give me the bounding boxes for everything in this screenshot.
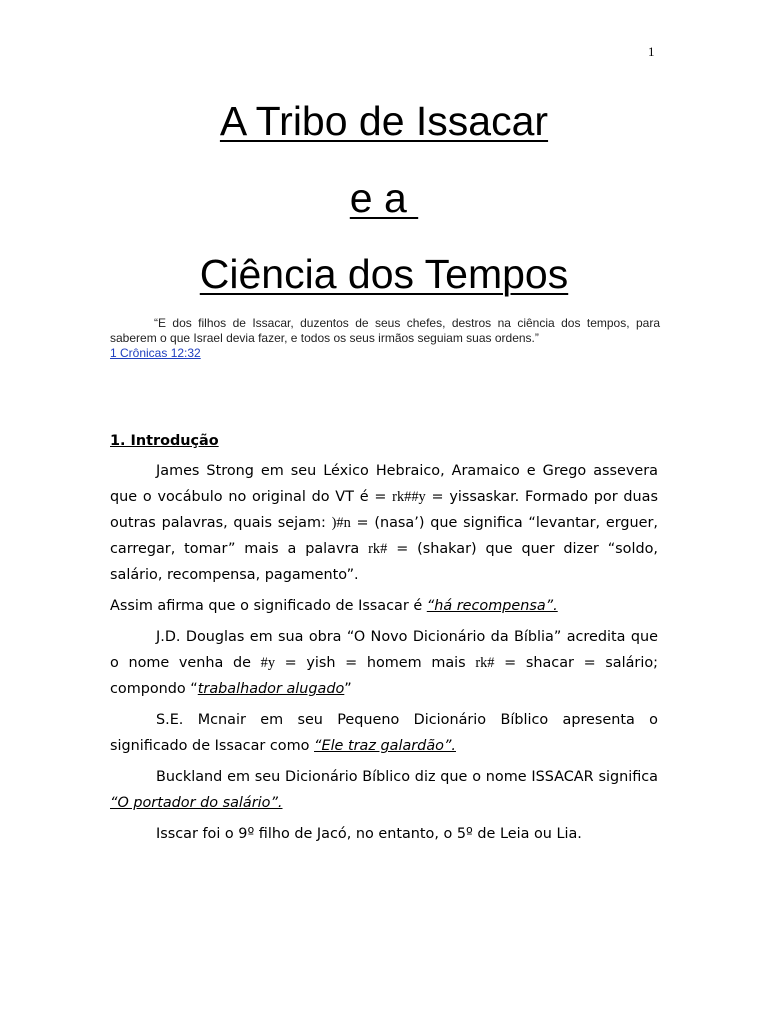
paragraph-strong <box>110 458 658 588</box>
meaning-quote: trabalhador alugado <box>197 681 345 697</box>
paragraph-text: Isscar foi o 9º filho de Jacó, no entanto, o 5º de Leia ou Lia. <box>156 826 582 842</box>
paragraph-text: = (nasa’) que significa “levantar, erguer, carregar, tomar” mais a palavra <box>110 515 659 557</box>
paragraph-text: = shacar = salário; compondo “ <box>110 655 658 697</box>
meaning-quote: “O portador do salário”. <box>110 795 283 811</box>
paragraph-text: = yissaskar. Formado por duas outras palavras, quais sejam: <box>110 489 658 531</box>
paragraph-buckland <box>110 764 658 816</box>
paragraph-isscar <box>110 821 658 847</box>
epigraph-reference-link[interactable]: 1 Crônicas 12:32 <box>110 346 201 360</box>
section-heading-introducao: 1. Introdução <box>110 433 219 449</box>
paragraph-douglas <box>110 624 658 702</box>
paragraph-text: S.E. Mcnair em seu Pequeno Dicionário Bíblico apresenta o significado de Issacar como <box>110 712 658 754</box>
title-line-1: A Tribo de Issacar <box>219 98 549 144</box>
meaning-quote: “há recompensa”. <box>426 598 558 614</box>
epigraph-text-line-1: “E dos filhos de Issacar, duzentos de seus chefes, destros na ciência dos tempos, <box>154 316 630 330</box>
paragraph-text: = yish = homem mais <box>275 655 476 671</box>
paragraph-text: Buckland em seu Dicionário Bíblico diz que o nome ISSACAR significa <box>156 769 658 785</box>
epigraph-text-line-2: para saberem o que Israel devia fazer, e todos os seus irmãos seguiam suas ordens.” <box>110 316 660 345</box>
hebrew-term: rk# <box>368 541 388 557</box>
title-line-3: Ciência dos Tempos <box>199 251 569 297</box>
hebrew-term: )#n <box>331 515 351 531</box>
hebrew-term: rk##y <box>392 489 426 505</box>
paragraph-text: Assim afirma que o significado de Issacar é <box>110 598 427 614</box>
paragraph-text: James Strong em seu Léxico Hebraico, Aramaico e Grego assevera que o vocábulo no original do VT é = <box>110 463 658 505</box>
paragraph-assim <box>110 593 658 619</box>
hebrew-term: rk# <box>475 655 495 671</box>
epigraph <box>110 316 660 361</box>
meaning-quote: “Ele traz galardão”. <box>314 738 456 754</box>
title-line-2: e a <box>349 175 419 221</box>
paragraph-text: = (shakar) que quer dizer “soldo, salário, recompensa, pagamento”. <box>110 541 658 583</box>
hebrew-term: #y <box>260 655 276 671</box>
document-body <box>110 428 658 852</box>
paragraph-mcnair <box>110 707 658 759</box>
paragraph-text: J.D. Douglas em sua obra “O Novo Dicionário da Bíblia” acredita que o nome venha de <box>110 629 658 671</box>
paragraph-text: ” <box>344 681 352 697</box>
page-number: 1 <box>648 44 655 59</box>
